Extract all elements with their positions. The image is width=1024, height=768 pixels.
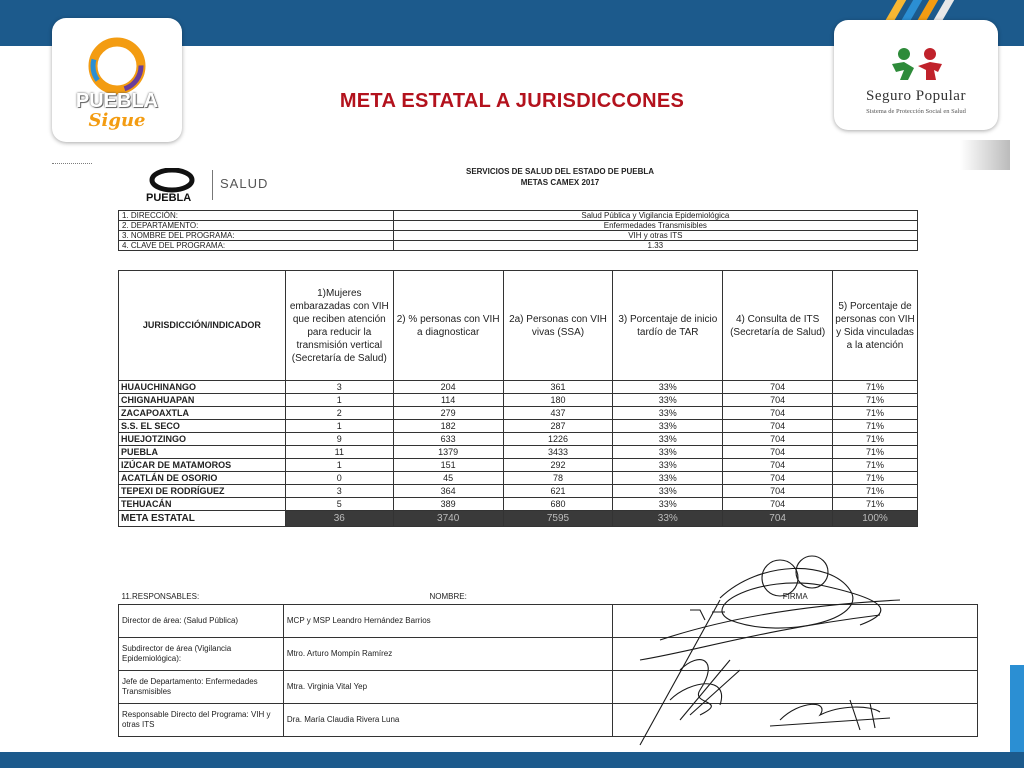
- responsable-name: Mtra. Virginia Vital Yep: [283, 671, 613, 704]
- table-cell: 1: [285, 459, 393, 472]
- slide-title: META ESTATAL A JURISDICCONES: [339, 90, 685, 112]
- bottom-banner: [0, 752, 1024, 768]
- table-cell: 71%: [833, 459, 918, 472]
- table-row: [119, 420, 918, 433]
- responsables-header-row: [119, 590, 978, 605]
- responsable-name: Mtro. Arturo Mompín Ramírez: [283, 638, 613, 671]
- table-cell: 704: [723, 420, 833, 433]
- info-label: 2. DEPARTAMENTO:: [119, 221, 394, 231]
- table-cell: 704: [723, 433, 833, 446]
- total-cell: 7595: [503, 511, 613, 527]
- table-cell: 0: [285, 472, 393, 485]
- table-cell: 3: [285, 381, 393, 394]
- table-cell: 33%: [613, 407, 723, 420]
- table-cell: 9: [285, 433, 393, 446]
- table-cell: 389: [393, 498, 503, 511]
- table-cell: 204: [393, 381, 503, 394]
- table-cell: 1379: [393, 446, 503, 459]
- column-header: 1)Mujeres embarazadas con VIH que reciben atención para reducir la transmisión vertical (Secretaría de Salud): [285, 271, 393, 381]
- meta-estatal-label: META ESTATAL: [119, 511, 286, 527]
- table-cell: 71%: [833, 420, 918, 433]
- table-cell: 279: [393, 407, 503, 420]
- column-header: 5) Porcentaje de personas con VIH y Sida vinculadas a la atención: [833, 271, 918, 381]
- info-value: Enfermedades Transmisibles: [393, 221, 917, 231]
- table-cell: 33%: [613, 446, 723, 459]
- seguro-popular-name: Seguro Popular: [866, 88, 966, 104]
- table-cell: 292: [503, 459, 613, 472]
- table-cell: 361: [503, 381, 613, 394]
- table-row: [119, 407, 918, 420]
- program-info-table: [118, 210, 918, 251]
- table-cell: 33%: [613, 394, 723, 407]
- table-row: [119, 472, 918, 485]
- puebla-logo-script: Sigue: [88, 110, 146, 131]
- info-row: [119, 221, 918, 231]
- jurisdiccion-name: IZÚCAR DE MATAMOROS: [119, 459, 286, 472]
- table-row: [119, 394, 918, 407]
- decorative-edge: [1010, 665, 1024, 752]
- responsable-name: MCP y MSP Leandro Hernández Barrios: [283, 605, 613, 638]
- table-row: [119, 459, 918, 472]
- mini-logo-brand: PUEBLA: [146, 192, 192, 204]
- table-cell: 704: [723, 381, 833, 394]
- table-cell: 11: [285, 446, 393, 459]
- table-cell: 33%: [613, 433, 723, 446]
- table-cell: 1: [285, 420, 393, 433]
- table-cell: 71%: [833, 446, 918, 459]
- column-header: 2a) Personas con VIH vivas (SSA): [503, 271, 613, 381]
- table-cell: 704: [723, 446, 833, 459]
- table-row: [119, 485, 918, 498]
- table-cell: 680: [503, 498, 613, 511]
- total-cell: 33%: [613, 511, 723, 527]
- jurisdiccion-name: ZACAPOAXTLA: [119, 407, 286, 420]
- info-value: Salud Pública y Vigilancia Epidemiológica: [393, 211, 917, 221]
- total-cell: 704: [723, 511, 833, 527]
- responsable-row: [119, 704, 978, 737]
- responsable-row: [119, 671, 978, 704]
- jurisdiccion-name: HUAUCHINANGO: [119, 381, 286, 394]
- table-cell: 5: [285, 498, 393, 511]
- signature-cell: [613, 605, 978, 638]
- document-header-line1: SERVICIOS DE SALUD DEL ESTADO DE PUEBLA: [465, 167, 655, 176]
- responsables-table: [118, 590, 978, 737]
- responsables-header: 11.RESPONSABLES:: [121, 592, 200, 601]
- table-cell: 33%: [613, 381, 723, 394]
- table-cell: 704: [723, 472, 833, 485]
- table-cell: 71%: [833, 485, 918, 498]
- table-cell: 633: [393, 433, 503, 446]
- puebla-logo-text: PUEBLA: [75, 90, 159, 112]
- metas-table: [118, 270, 918, 527]
- table-cell: 78: [503, 472, 613, 485]
- column-header: JURISDICCIÓN/INDICADOR: [119, 271, 286, 381]
- responsable-row: [119, 638, 978, 671]
- puebla-logo-card: [52, 18, 182, 142]
- column-header: 2) % personas con VIH a diagnosticar: [393, 271, 503, 381]
- table-row: [119, 433, 918, 446]
- table-cell: 1: [285, 394, 393, 407]
- signature-cell: [613, 638, 978, 671]
- jurisdiccion-name: CHIGNAHUAPAN: [119, 394, 286, 407]
- mini-logo-salud: SALUD: [220, 176, 269, 191]
- table-cell: 704: [723, 498, 833, 511]
- total-cell: 36: [285, 511, 393, 527]
- table-cell: 704: [723, 407, 833, 420]
- table-cell: 151: [393, 459, 503, 472]
- info-label: 3. NOMBRE DEL PROGRAMA:: [119, 231, 394, 241]
- table-row: [119, 446, 918, 459]
- table-cell: 33%: [613, 498, 723, 511]
- metas-table-header-row: [119, 271, 918, 381]
- jurisdiccion-name: HUEJOTZINGO: [119, 433, 286, 446]
- table-cell: 704: [723, 459, 833, 472]
- table-cell: 437: [503, 407, 613, 420]
- seguro-popular-subtitle: Sistema de Protección Social en Salud: [866, 108, 966, 115]
- table-cell: 364: [393, 485, 503, 498]
- table-cell: 287: [503, 420, 613, 433]
- table-cell: 71%: [833, 472, 918, 485]
- responsable-role: Subdirector de área (Vigilancia Epidemiológica):: [119, 638, 284, 671]
- responsable-role: Responsable Directo del Programa: VIH y otras ITS: [119, 704, 284, 737]
- table-cell: 33%: [613, 459, 723, 472]
- table-row: [119, 381, 918, 394]
- table-cell: 1226: [503, 433, 613, 446]
- info-row: [119, 231, 918, 241]
- jurisdiccion-name: ACATLÁN DE OSORIO: [119, 472, 286, 485]
- table-cell: 71%: [833, 381, 918, 394]
- table-cell: 621: [503, 485, 613, 498]
- firma-header: FIRMA: [782, 592, 808, 601]
- table-cell: 45: [393, 472, 503, 485]
- total-cell: 100%: [833, 511, 918, 527]
- info-value: VIH y otras ITS: [393, 231, 917, 241]
- responsable-role: Director de área: (Salud Pública): [119, 605, 284, 638]
- table-cell: 182: [393, 420, 503, 433]
- table-cell: 33%: [613, 420, 723, 433]
- info-label: 4. CLAVE DEL PROGRAMA:: [119, 241, 394, 251]
- meta-estatal-row: [119, 511, 918, 527]
- table-cell: 71%: [833, 394, 918, 407]
- info-row: [119, 211, 918, 221]
- signature-cell: [613, 704, 978, 737]
- table-cell: 704: [723, 394, 833, 407]
- document-header: [410, 166, 710, 188]
- table-cell: 71%: [833, 498, 918, 511]
- responsable-role: Jefe de Departamento: Enfermedades Transmisibles: [119, 671, 284, 704]
- dotted-divider: [52, 163, 92, 164]
- jurisdiccion-name: PUEBLA: [119, 446, 286, 459]
- table-cell: 71%: [833, 407, 918, 420]
- document-header-line2: METAS CAMEX 2017: [520, 178, 600, 187]
- table-cell: 3: [285, 485, 393, 498]
- nombre-header: NOMBRE:: [429, 592, 467, 601]
- signature-cell: [613, 671, 978, 704]
- table-cell: 2: [285, 407, 393, 420]
- table-cell: 71%: [833, 433, 918, 446]
- table-cell: 3433: [503, 446, 613, 459]
- table-cell: 114: [393, 394, 503, 407]
- decorative-stripes: [884, 0, 954, 20]
- total-cell: 3740: [393, 511, 503, 527]
- column-header: 4) Consulta de ITS (Secretaría de Salud): [723, 271, 833, 381]
- table-cell: 704: [723, 485, 833, 498]
- info-value: 1.33: [393, 241, 917, 251]
- info-row: [119, 241, 918, 251]
- responsable-name: Dra. María Claudia Rivera Luna: [283, 704, 613, 737]
- seguro-popular-logo: [834, 20, 998, 80]
- table-cell: 33%: [613, 485, 723, 498]
- column-header: 3) Porcentaje de inicio tardío de TAR: [613, 271, 723, 381]
- table-cell: 33%: [613, 472, 723, 485]
- document-mini-logo: [140, 168, 340, 208]
- info-label: 1. DIRECCIÓN:: [119, 211, 394, 221]
- table-row: [119, 498, 918, 511]
- jurisdiccion-name: TEPEXI DE RODRÍGUEZ: [119, 485, 286, 498]
- table-cell: 180: [503, 394, 613, 407]
- seguro-popular-logo-card: [834, 20, 998, 130]
- jurisdiccion-name: TEHUACÁN: [119, 498, 286, 511]
- responsable-row: [119, 605, 978, 638]
- scanned-document: [110, 140, 1010, 750]
- mini-logo-divider: [212, 170, 213, 200]
- jurisdiccion-name: S.S. EL SECO: [119, 420, 286, 433]
